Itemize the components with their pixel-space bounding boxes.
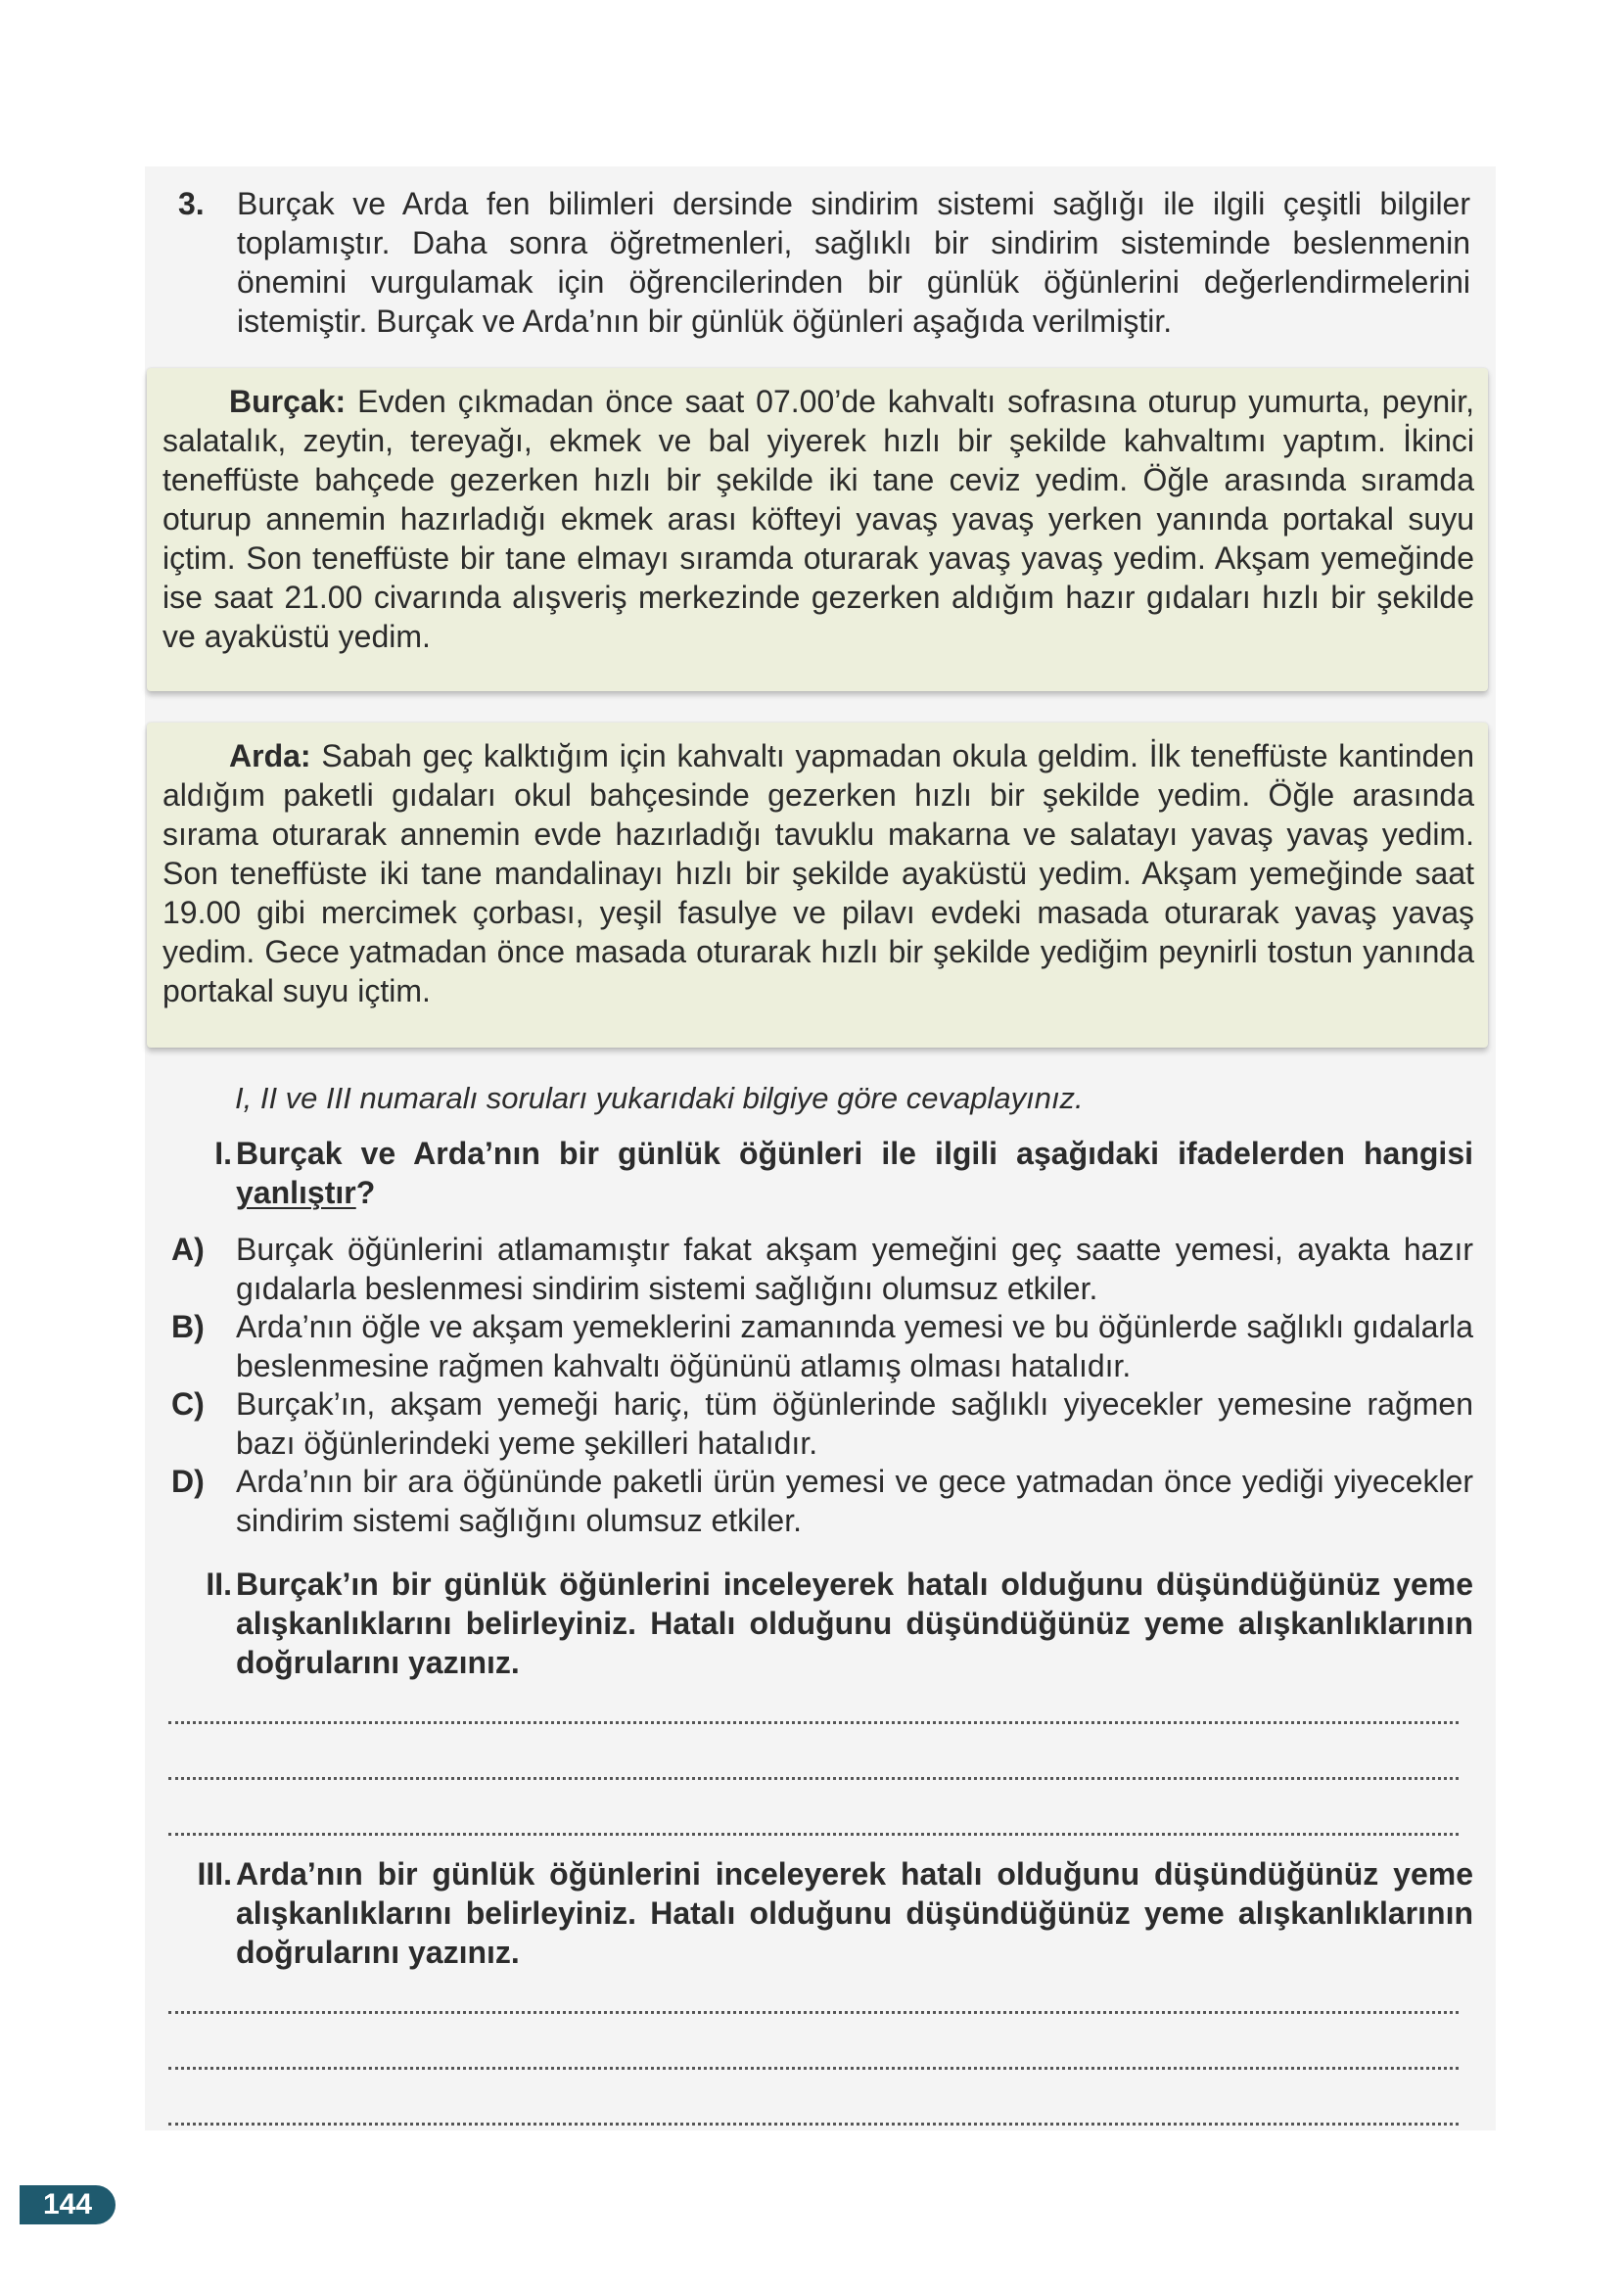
option-a-text: Burçak öğünlerini atlamamıştır fakat akşam yemeğini geç saatte yemesi, ayakta hazır gıdalarla beslenmesi sindirim sistemi sağlığını olumsuz etkiler. bbox=[236, 1232, 1473, 1306]
option-a[interactable] bbox=[171, 1230, 1473, 1308]
answer-line[interactable] bbox=[168, 2123, 1459, 2126]
question-number: 3. bbox=[178, 186, 205, 221]
burcak-card bbox=[147, 368, 1488, 691]
option-a-letter: A) bbox=[171, 1232, 205, 1267]
burcak-text: Evden çıkmadan önce saat 07.00’de kahvaltı sofrasına oturup yumurta, peynir, salatalık, zeytin, tereyağı, ekmek ve bal yiyerek hızlı bir şekilde kahvaltımı yaptım. İkinci teneffüste bahçede gezerken hızlı bir şekilde iki tane ceviz yedim. Öğle arasında sıramda oturup annemin hazırladığı ekmek arası köfteyi yavaş yavaş yerken yanında portakal suyu içtim. Son teneffüste bir tane elmayı sıramda oturarak yavaş yavaş yedim. Akşam yemeğinde ise saat 21.00 civarında alışveriş merkezinde gezerken aldığım hazır gıdaları hızlı bir şekilde ve ayaküstü yedim. bbox=[162, 384, 1475, 654]
option-d-text: Arda’nın bir ara öğününde paketli ürün yemesi ve gece yatmadan önce yediği yiyecekler sindirim sistemi sağlığını olumsuz etkiler. bbox=[236, 1464, 1473, 1538]
answer-line[interactable] bbox=[168, 2067, 1459, 2070]
page-number: 144 bbox=[20, 2185, 116, 2224]
answer-line[interactable] bbox=[168, 1777, 1459, 1780]
option-b-letter: B) bbox=[171, 1309, 205, 1344]
option-c[interactable] bbox=[171, 1384, 1473, 1463]
question-1-mark: ? bbox=[355, 1175, 376, 1210]
option-d-letter: D) bbox=[171, 1464, 205, 1499]
question-3-number: III. bbox=[197, 1856, 232, 1892]
answer-line[interactable] bbox=[168, 1833, 1459, 1836]
question-2-text: Burçak’ın bir günlük öğünlerini inceleyerek hatalı olduğunu düşündüğünüz yeme alışkanlıklarını belirleyiniz. Hatalı olduğunu düşündüğünüz yeme alışkanlıklarının doğrularını yazınız. bbox=[236, 1566, 1473, 1680]
question-1-text bbox=[236, 1134, 1473, 1212]
question-3 bbox=[171, 1854, 1473, 1972]
arda-text: Sabah geç kalktığım için kahvaltı yapmadan okula geldim. İlk teneffüste kantinden aldığım paketli gıdaları okul bahçesinde gezerken hızlı bir şekilde yedim. Öğle arasında sırama oturarak annemin evde hazırladığı tavuklu makarna ve salatayı yavaş yavaş yedim. Son teneffüste iki tane mandalinayı hızlı bir şekilde ayaküstü yedim. Akşam yemeğinde saat 19.00 gibi mercimek çorbası, yeşil fasulye ve pilavı evdeki masada oturarak yavaş yavaş yedim. Gece yatmadan önce masada oturarak hızlı bir şekilde yediğim peynirli tostun yanında portakal suyu içtim. bbox=[162, 738, 1475, 1008]
answer-line[interactable] bbox=[168, 2011, 1459, 2014]
arda-card bbox=[147, 723, 1488, 1048]
question-1 bbox=[171, 1134, 1473, 1212]
instruction-text: I, II ve III numaralı soruları yukarıdaki bilgiye göre cevaplayınız. bbox=[235, 1081, 1084, 1115]
option-c-letter: C) bbox=[171, 1386, 205, 1422]
arda-name: Arda: bbox=[229, 738, 311, 773]
option-d[interactable] bbox=[171, 1462, 1473, 1540]
question-1-number: I. bbox=[214, 1136, 232, 1171]
question-2-number: II. bbox=[206, 1566, 232, 1602]
question-3-text: Arda’nın bir günlük öğünlerini inceleyerek hatalı olduğunu düşündüğünüz yeme alışkanlıklarını belirleyiniz. Hatalı olduğunu düşündüğünüz yeme alışkanlıklarının doğrularını yazınız. bbox=[236, 1856, 1473, 1970]
question-2 bbox=[171, 1565, 1473, 1682]
question-1-emphasis: yanlıştır bbox=[236, 1175, 356, 1210]
question-intro bbox=[178, 184, 1470, 341]
option-b[interactable] bbox=[171, 1307, 1473, 1385]
answer-line[interactable] bbox=[168, 1721, 1459, 1724]
option-b-text: Arda’nın öğle ve akşam yemeklerini zamanında yemesi ve bu öğünlerde sağlıklı gıdalarla beslenmesine rağmen kahvaltı öğününü atlamış olması hatalıdır. bbox=[236, 1309, 1473, 1383]
option-c-text: Burçak’ın, akşam yemeği hariç, tüm öğünlerinde sağlıklı yiyecekler yemesine rağmen bazı öğünlerindeki yeme şekilleri hatalıdır. bbox=[236, 1386, 1473, 1461]
question-1-stem: Burçak ve Arda’nın bir günlük öğünleri ile ilgili aşağıdaki ifadelerden hangisi bbox=[236, 1136, 1473, 1171]
question-intro-text: Burçak ve Arda fen bilimleri dersinde sindirim sistemi sağlığı ile ilgili çeşitli bilgiler toplamıştır. Daha sonra öğretmenleri, sağlıklı bir sindirim sisteminde beslenmenin önemini vurgulamak için öğrencilerinden bir günlük öğünlerini değerlendirmelerini istemiştir. Burçak ve Arda’nın bir günlük öğünleri aşağıda verilmiştir. bbox=[237, 186, 1470, 339]
burcak-name: Burçak: bbox=[229, 384, 347, 419]
